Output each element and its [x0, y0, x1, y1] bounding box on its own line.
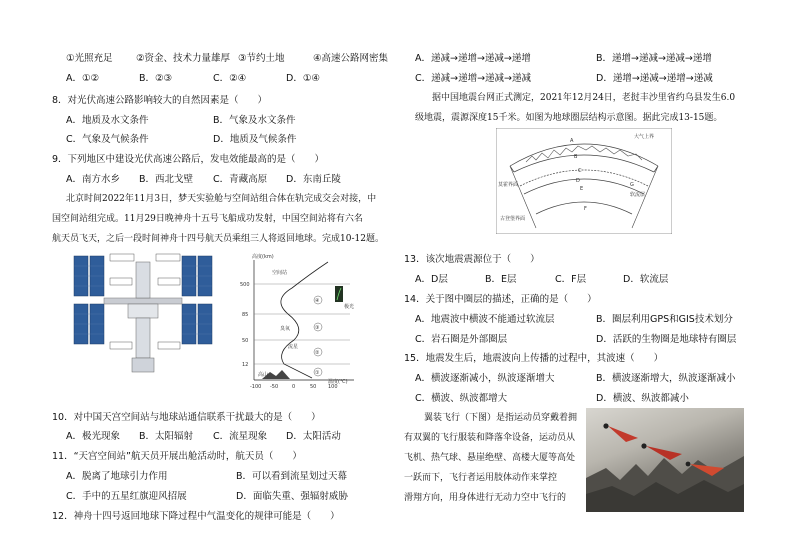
atm-x-axis-title: 温度(℃)	[328, 379, 348, 385]
q14-option-b[interactable]: B．圈层利用GPS和GIS技术划分	[596, 314, 733, 325]
wingsuit-photo-svg	[586, 408, 744, 512]
passage-wingsuit-line-1: 翼装飞行（下图）是指运动员穿戴着拥	[424, 413, 578, 423]
diagram-label-g: G	[630, 182, 634, 188]
earth-layers-svg	[496, 128, 672, 234]
q9-option-a[interactable]: A．南方水乡	[66, 174, 120, 185]
passage-quake-line-1: 据中国地震台网正式测定，2021年12月24日，老挝丰沙里省约乌县发生6.0	[432, 93, 736, 103]
q7-option-a[interactable]: A．①②	[66, 73, 100, 84]
diagram-label-atmosphere-top: 大气上界	[634, 134, 655, 140]
q11-option-c[interactable]: C．手中的五星红旗迎风招展	[66, 491, 187, 502]
atm-y-axis-title: 高度(km)	[252, 254, 274, 260]
passage-wingsuit-line-4: 一跃而下，飞行者运用肢体动作来掌控	[404, 473, 558, 483]
q12-option-a[interactable]: A．递减→递增→递减→递增	[415, 53, 531, 64]
q9-stem: 9．下列地区中建设光伏高速公路后，发电效能最高的是（ ）	[52, 154, 325, 165]
atm-x-tick-m50: -50	[270, 384, 279, 390]
q8-option-a[interactable]: A．地质及水文条件	[66, 115, 149, 126]
q12-option-c[interactable]: C．递减→递增→递减→递减	[415, 73, 532, 84]
atm-label-station: 空间站	[272, 270, 288, 276]
diagram-label-gutenberg: 古登堡界面	[500, 216, 526, 222]
q10-option-c[interactable]: C．流星现象	[213, 431, 268, 442]
atm-y-tick-85: 85	[242, 312, 249, 318]
q9-option-d[interactable]: D．东南丘陵	[286, 174, 341, 185]
passage-wingsuit-line-2: 有双翼的飞行服装和降落伞设备，运动员从	[404, 433, 576, 443]
q15-stem: 15．地震发生后，地震波向上传播的过程中，其波速（ ）	[404, 353, 664, 364]
q9-option-b[interactable]: B．西北戈壁	[139, 174, 194, 185]
q10-stem: 10．对中国天宫空间站与地球站通信联系干扰最大的是（ ）	[52, 412, 321, 423]
q10-option-b[interactable]: B．太阳辐射	[139, 431, 194, 442]
atm-layer-1: ①	[315, 370, 320, 376]
atm-x-tick-m100: -100	[250, 384, 262, 390]
passage-space-line-2: 国空间站组完成。11月29日晚神舟十五号飞船成功发射，中国空间站将有六名	[52, 214, 363, 224]
q13-stem: 13．该次地震震源位于（ ）	[404, 254, 540, 265]
q13-option-b[interactable]: B．E层	[485, 274, 517, 285]
diagram-label-a: A	[570, 138, 574, 144]
q11-option-b[interactable]: B．可以看到流星划过天幕	[236, 471, 348, 482]
passage-wingsuit-line-3: 飞机、热气球、悬崖绝壁、高楼大厦等高处	[404, 453, 576, 463]
atm-y-tick-50: 50	[242, 338, 249, 344]
atm-label-ozone: 臭氧	[280, 326, 291, 332]
atm-label-aurora: 极光	[344, 304, 355, 310]
passage-space-line-3: 航天员飞天，之后一段时间神舟十四号航天员乘组三人将返回地球。完成10-12题。	[52, 234, 384, 244]
q15-option-b[interactable]: B．横波逐渐增大，纵波逐渐减小	[596, 373, 736, 384]
q7-item-3: ③节约土地	[238, 53, 285, 64]
earth-layers-diagram	[496, 128, 672, 234]
passage-quake-line-2: 级地震，震源深度15千米。如图为地球圈层结构示意图。据此完成13-15题。	[415, 113, 723, 123]
atm-x-tick-100: 100	[328, 384, 338, 390]
space-station-svg	[70, 252, 222, 384]
q7-item-4: ④高速公路网密集	[313, 53, 389, 64]
diagram-label-moho: 莫霍界面	[498, 182, 519, 188]
q7-item-1: ①光照充足	[66, 53, 113, 64]
q10-option-d[interactable]: D．太阳活动	[286, 431, 341, 442]
q8-stem: 8．对光伏高速公路影响较大的自然因素是（ ）	[52, 95, 268, 106]
diagram-label-c: C	[578, 168, 582, 174]
q12-stem: 12．神舟十四号返回地球下降过程中气温变化的规律可能是（ ）	[52, 511, 340, 522]
wingsuit-photo	[586, 408, 744, 512]
q7-item-2: ②资金、技术力量雄厚	[136, 53, 231, 64]
q7-option-c[interactable]: C．②④	[213, 73, 247, 84]
q11-stem: 11．“天宫空间站”航天员开展出舱活动时，航天员（ ）	[52, 451, 302, 462]
q15-option-d[interactable]: D．横波、纵波都减小	[596, 393, 689, 404]
q14-option-d[interactable]: D．活跃的生物圈是地球特有圈层	[596, 334, 737, 345]
q8-option-b[interactable]: B．气象及水文条件	[213, 115, 296, 126]
diagram-label-b: B	[574, 154, 578, 160]
q10-option-a[interactable]: A．极光现象	[66, 431, 120, 442]
atm-y-tick-12: 12	[242, 362, 249, 368]
atm-label-meteor: 流星	[288, 344, 299, 350]
q13-option-c[interactable]: C．F层	[555, 274, 587, 285]
q14-option-a[interactable]: A．地震波中横波不能通过软流层	[415, 314, 555, 325]
atm-label-mountain: 高山	[258, 372, 269, 378]
q11-option-a[interactable]: A．脱离了地球引力作用	[66, 471, 168, 482]
atm-layer-2: ②	[315, 350, 320, 356]
q8-option-c[interactable]: C．气象及气候条件	[66, 134, 149, 145]
q14-stem: 14．关于图中圈层的描述，正确的是（ ）	[404, 294, 597, 305]
q13-option-a[interactable]: A．D层	[415, 274, 448, 285]
passage-space-line-1: 北京时间2022年11月3日，梦天实验舱与空间站组合体在轨完成交会对接，中	[66, 194, 377, 204]
q15-option-a[interactable]: A．横波逐渐减小，纵波逐渐增大	[415, 373, 555, 384]
atm-layer-3: ③	[315, 325, 320, 331]
q9-option-c[interactable]: C．青藏高原	[213, 174, 268, 185]
q12-option-b[interactable]: B．递增→递减→递减→递增	[596, 53, 712, 64]
atm-x-tick-50: 50	[310, 384, 317, 390]
passage-wingsuit-line-5: 滑翔方向，用身体进行无动力空中飞行的	[404, 493, 567, 503]
q14-option-c[interactable]: C．岩石圈是外部圈层	[415, 334, 508, 345]
q7-option-d[interactable]: D．①④	[286, 73, 320, 84]
q15-option-c[interactable]: C．横波、纵波都增大	[415, 393, 508, 404]
atm-x-tick-0: 0	[292, 384, 296, 390]
diagram-label-asthenosphere: 软流层	[630, 192, 646, 198]
q7-option-b[interactable]: B．②③	[139, 73, 173, 84]
diagram-label-f: F	[584, 206, 587, 212]
q11-option-d[interactable]: D．面临失重、强辐射威胁	[236, 491, 348, 502]
atmosphere-chart-svg	[232, 252, 372, 392]
diagram-label-e: E	[580, 186, 584, 192]
q8-option-d[interactable]: D．地质及气候条件	[213, 134, 297, 145]
atmosphere-chart	[232, 252, 372, 392]
space-station-figure	[70, 252, 222, 384]
atm-layer-4: ④	[315, 298, 320, 304]
q13-option-d[interactable]: D．软流层	[623, 274, 669, 285]
atm-y-tick-500: 500	[240, 282, 250, 288]
q12-option-d[interactable]: D．递增→递减→递增→递减	[596, 73, 713, 84]
diagram-label-d: D	[576, 178, 580, 184]
